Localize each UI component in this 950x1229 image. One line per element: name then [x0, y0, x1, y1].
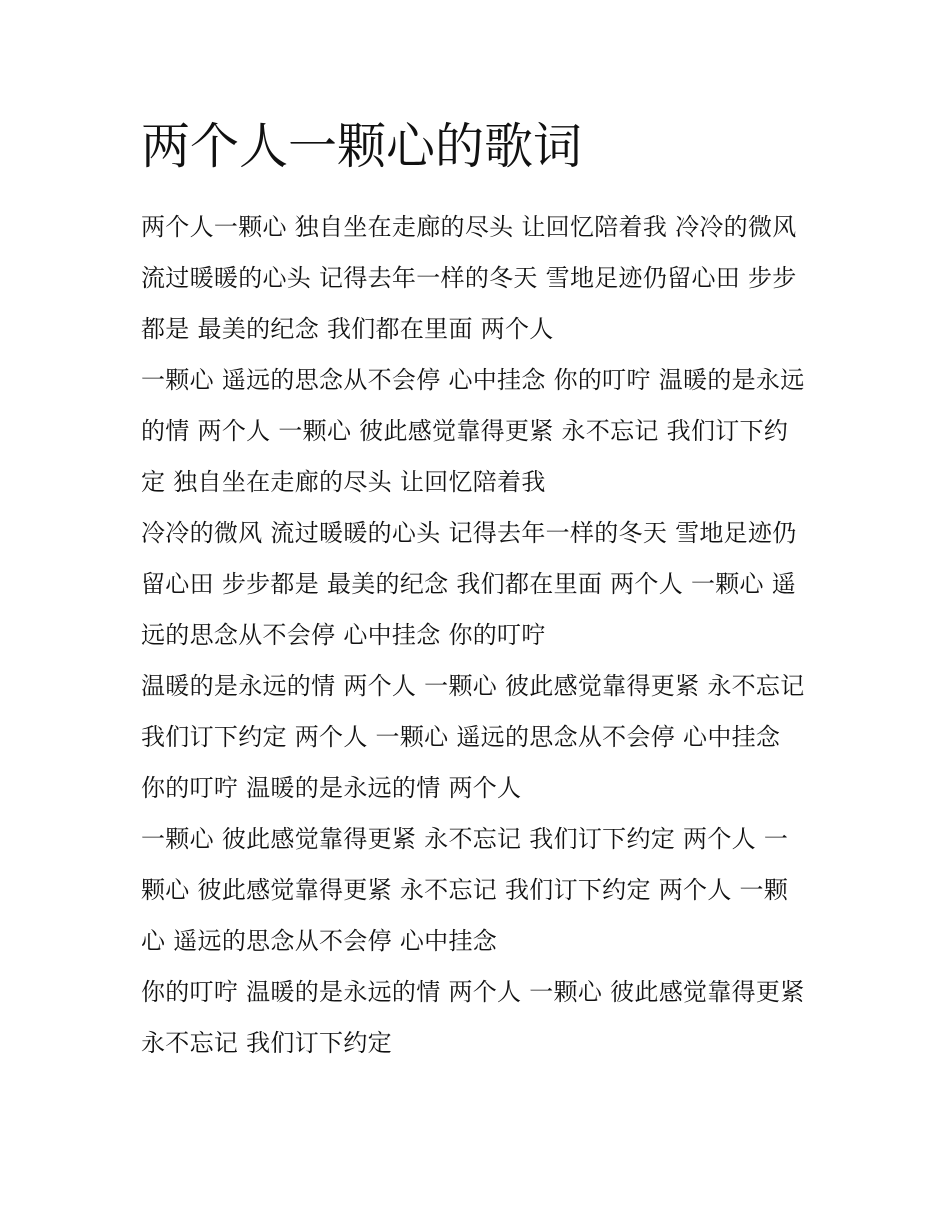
lyrics-paragraph: 冷冷的微风 流过暖暖的心头 记得去年一样的冬天 雪地足迹仍留心田 步步都是 最美的纪念 我们都在里面 两个人 一颗心 遥远的思念从不会停 心中挂念 你的叮咛: [141, 519, 797, 649]
lyrics-paragraph: 温暖的是永远的情 两个人 一颗心 彼此感觉靠得更紧 永不忘记 我们订下约定 两个人 一颗心 遥远的思念从不会停 心中挂念 你的叮咛 温暖的是永远的情 两个人: [141, 672, 805, 802]
lyrics-paragraph: 两个人一颗心 独自坐在走廊的尽头 让回忆陪着我 冷冷的微风 流过暖暖的心头 记得去年一样的冬天 雪地足迹仍留心田 步步都是 最美的纪念 我们都在里面 两个人: [141, 213, 797, 343]
lyrics-body: [141, 202, 811, 1069]
lyrics-paragraph: 一颗心 遥远的思念从不会停 心中挂念 你的叮咛 温暖的是永远的情 两个人 一颗心 彼此感觉靠得更紧 永不忘记 我们订下约定 独自坐在走廊的尽头 让回忆陪着我: [141, 366, 805, 496]
lyrics-paragraph: 一颗心 彼此感觉靠得更紧 永不忘记 我们订下约定 两个人 一颗心 彼此感觉靠得更紧 永不忘记 我们订下约定 两个人 一颗心 遥远的思念从不会停 心中挂念: [141, 825, 789, 955]
lyrics-paragraph: 你的叮咛 温暖的是永远的情 两个人 一颗心 彼此感觉靠得更紧 永不忘记 我们订下约定: [141, 978, 805, 1057]
page-title: 两个人一颗心的歌词: [141, 118, 583, 175]
document-page: [141, 112, 811, 1069]
